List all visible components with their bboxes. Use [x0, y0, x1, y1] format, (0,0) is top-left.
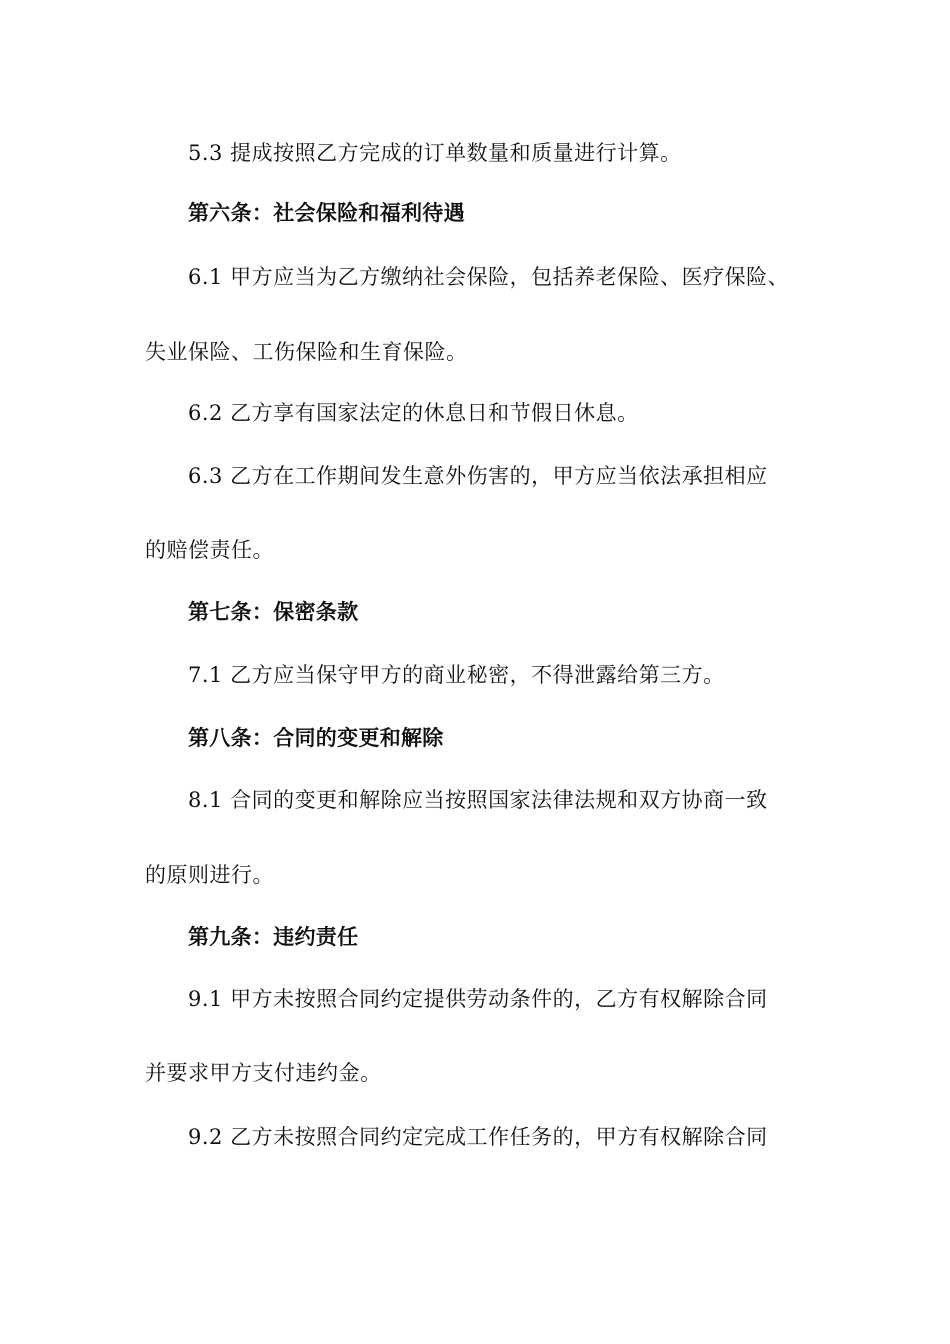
article-8-heading: 第八条：合同的变更和解除: [188, 726, 444, 750]
clause-9-1: 9.1 甲方未按照合同约定提供劳动条件的，乙方有权解除合同: [188, 987, 768, 1011]
clause-6-1-continued: 失业保险、工伤保险和生育保险。: [145, 340, 468, 364]
clause-9-1-continued: 并要求甲方支付违约金。: [145, 1061, 382, 1085]
clause-9-2: 9.2 乙方未按照合同约定完成工作任务的，甲方有权解除合同: [188, 1125, 768, 1149]
clause-6-2: 6.2 乙方享有国家法定的休息日和节假日休息。: [188, 401, 639, 425]
clause-6-1: 6.1 甲方应当为乙方缴纳社会保险，包括养老保险、医疗保险、: [188, 265, 790, 289]
clause-8-1-continued: 的原则进行。: [145, 863, 274, 887]
clause-5-3: 5.3 提成按照乙方完成的订单数量和质量进行计算。: [188, 141, 682, 165]
article-6-heading: 第六条：社会保险和福利待遇: [188, 201, 465, 225]
clause-6-3-continued: 的赔偿责任。: [145, 538, 274, 562]
article-7-heading: 第七条：保密条款: [188, 600, 359, 624]
clause-8-1: 8.1 合同的变更和解除应当按照国家法律法规和双方协商一致: [188, 788, 768, 812]
clause-7-1: 7.1 乙方应当保守甲方的商业秘密，不得泄露给第三方。: [188, 663, 725, 687]
clause-6-3: 6.3 乙方在工作期间发生意外伤害的，甲方应当依法承担相应: [188, 464, 768, 488]
article-9-heading: 第九条：违约责任: [188, 925, 359, 949]
